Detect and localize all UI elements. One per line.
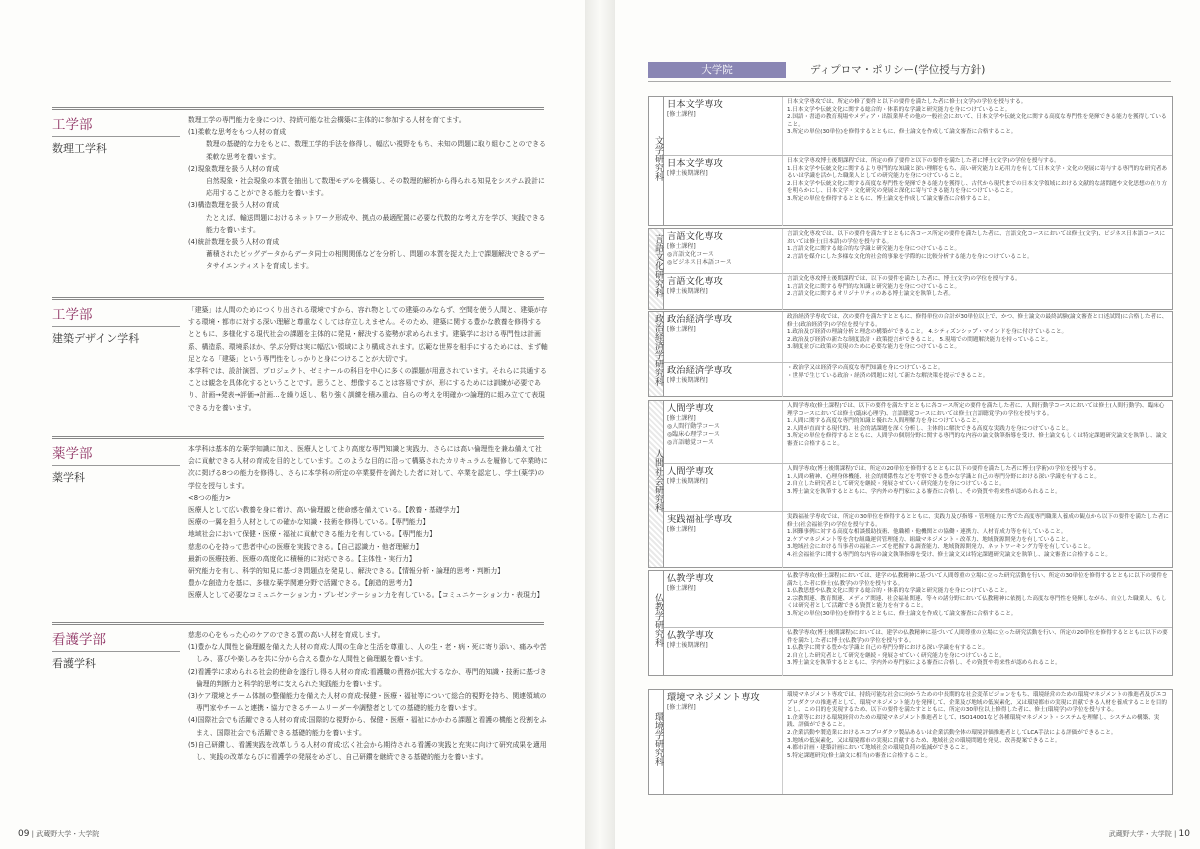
policy-line: 数理の基礎的な力をもとに、数理工学的手法を修得し、幅広い視野をもち、未知の問題に取り組むことのできる柔軟な思考を養います。 xyxy=(206,140,546,161)
program-header xyxy=(667,276,775,296)
program-policy-text xyxy=(787,403,1169,449)
policy-line: 本学科では、設計演習、プロジェクト、ゼミナールの科目を中心に多くの課題が用意されています。それらに共通することは観念を具体化するということです。思うこと、想像することは容易ですが、形にするためには訓練が必要であり、計画→発表→評価→計画…を繰り返し、粘り強く訓練を積み重ね、自らの考えを明確かつ論理的に組み立てて表現できる力を養います。 xyxy=(188,367,547,412)
policy-text xyxy=(188,304,548,414)
program-name: 日本文学専攻 xyxy=(667,158,723,169)
course-type: [博士後期課程] xyxy=(667,377,708,384)
policy-line: 2.人間が直面する現代的、社会的諸課題を深く分析し、主体的に解決できる高度な実践力を身につけていること。 xyxy=(787,425,1072,432)
footer-label: 武蔵野大学・大学院 xyxy=(1108,830,1172,838)
program-policy-text xyxy=(787,630,1169,668)
program-name: 政治経済学専攻 xyxy=(667,314,733,325)
policy-line: (5)自己研鑽し、看護実践を改革しうる人材の育成:広く社会から期待される看護の実践と充実に向けて研究成果を適用し、実践の改革ならびに看護学の発展をめざし、自己研鑽を継続できる基礎的能力を養います。 xyxy=(188,740,547,762)
course-option: ◎言語文化コース xyxy=(667,251,714,258)
program-name: 仏教学専攻 xyxy=(667,573,714,584)
column-divider xyxy=(782,512,783,568)
policy-line: 2.言語を媒介にした多様な文化的社会的事象を学際的に比較分析する能力を身につけていること。 xyxy=(787,253,1033,260)
policy-line: 日本文学専攻では、所定の修了要件と以下の要件を満たした者に修士(文学)の学位を授与する。 xyxy=(787,99,1027,105)
policy-line: 慈悲の心を持って患者中心の医療を実践できる。【自己認識力・他者理解力】 xyxy=(188,542,423,551)
policy-line: 実践福祉学専攻では、所定の30単位を修得するとともに、実践力及び指導・管理能力に秀でた高度専門職業人養成の観点から以下の要件を満たした者に修士(社会福祉学)の学位を授与する。 xyxy=(787,514,1169,528)
course-type: [修士課程] xyxy=(667,415,696,422)
policy-line: 仏教学専攻(修士課程)においては、建学の仏教精神に基づいて人間尊重の立場に立った研究活動を行い、所定の30単位を修得するとともに以下の要件を満たした者に修士(仏教学)の学位を授与する。 xyxy=(787,573,1168,587)
policy-line: 1.企業等における環境経営のための環境マネジメント推進者として、ISO14001など各種環境マネジメント・システムを理解し、システムの構築、実践、評価ができること。 xyxy=(787,714,1160,729)
policy-text xyxy=(188,629,548,763)
program-header xyxy=(667,314,775,334)
program-name: 仏教学専攻 xyxy=(667,630,714,641)
policy-line: (3)構造数理を扱う人材の育成 xyxy=(188,201,280,210)
faculty-section xyxy=(52,622,547,819)
graduate-school-group xyxy=(648,228,1173,310)
faculty-section xyxy=(52,436,548,618)
program-policy-text xyxy=(787,573,1169,619)
page-gutter xyxy=(585,0,615,849)
policy-line: 言語文化専攻では、以下の要件を満たすとともに各コース所定の要件を満たした者に、言語文化コースにおいては修士(文学)、ビジネス日本語コースにおいては修士(日本語)の学位を授与する。 xyxy=(787,231,1166,245)
group-label-text: 仏教学研究科 xyxy=(653,593,663,647)
policy-line: 1.人間の精神、心理身体機能、社会的関係性などを考察できる豊かな学識と自己の専門分野における深い学識を有すること。 xyxy=(787,473,1100,480)
department-name: 建築デザイン学科 xyxy=(52,326,180,347)
group-label-text: 人間社会研究科 xyxy=(653,449,663,512)
faculty-title: 工学部 xyxy=(52,117,93,133)
faculty-title: 薬学部 xyxy=(52,446,93,462)
program-policy-text xyxy=(787,231,1169,261)
policy-line: 人間学専攻(博士後期課程)では、所定の20単位を修得するとともに以下の要件を満たした者に博士(学術)の学位を授与する。 xyxy=(787,466,1100,472)
group-label xyxy=(649,690,664,794)
program-name: 日本文学専攻 xyxy=(667,99,723,110)
policy-line: ・世界で生じている政治・経済の問題に対して新たな解決策を提示できること。 xyxy=(787,372,989,379)
column-divider xyxy=(782,156,783,226)
faculty-section xyxy=(52,107,544,294)
policy-line: たとえば、輸送問題におけるネットワーク形成や、拠点の最適配置に必要な代数的な考え方を学び、実践できる能力を養います。 xyxy=(206,213,546,234)
graduate-school-group xyxy=(648,311,1173,397)
graduate-school-group xyxy=(648,689,1173,795)
program-name: 環境マネジメント専攻 xyxy=(667,692,760,703)
course-type: [博士後期課程] xyxy=(667,288,708,295)
policy-line: 3.所定の単位を修得するとともに、人間学の個別分野に関する専門的な内容の論文執筆指導を受け、修士論文もしくは特定課題研究論文を執筆し、論文審査に合格すること。 xyxy=(787,433,1167,447)
footer-separator: | xyxy=(29,830,37,838)
program-header xyxy=(667,573,775,593)
policy-line: 日本文学専攻博士後期課程では、所定の修了要件と以下の要件を満たした者に博士(文学)の学位を授与する。 xyxy=(787,158,1060,164)
graduate-school-tab: 大学院 xyxy=(648,62,786,78)
policy-line: ・政治学又は経済学の高度な専門知識を身につけていること。 xyxy=(787,365,944,371)
right-page xyxy=(615,0,1200,849)
program-header xyxy=(667,365,775,385)
policy-line: 4.社会福祉学に関する専門的な内容の論文執筆指導を受け、修士論文又は特定課題研究論文を執筆し、論文審査に合格すること。 xyxy=(787,551,1111,558)
policy-line: 1.言語文化に関する専門的な知識と研究能力を身につけていること。 xyxy=(787,283,961,290)
program-name: 言語文化専攻 xyxy=(667,231,723,242)
program-policy-text xyxy=(787,99,1169,137)
policy-line: 慈悲の心をもった心のケアのできる質の高い人材を育成します。 xyxy=(188,631,385,639)
group-label-text: 言語文化研究科 xyxy=(653,234,663,297)
policy-line: 3.所定の単位(30単位)を修得するとともに、修士論文を作成して論文審査に合格すること。 xyxy=(787,610,1017,617)
title-rule xyxy=(648,81,1171,82)
policy-line: 自然現象・社会現象の本質を抽出して数理モデルを構築し、その数理的解析から得られる知見をシステム設計に応用することができる能力を養います。 xyxy=(206,177,545,198)
course-type: [修士課程] xyxy=(667,243,696,250)
policy-line: (1)柔軟な思考をもつ人材の育成 xyxy=(188,128,286,137)
program-row xyxy=(664,571,1172,627)
policy-line: (4)国際社会でも活躍できる人材の育成:国際的な視野から、保健・医療・福祉にかかわる課題と看護の機能と役割をふまえ、国際社会でも活躍できる基礎的能力を養います。 xyxy=(188,716,547,737)
column-divider xyxy=(782,229,783,273)
policy-line: 5.特定課題研究(修士論文に相当)の審査に合格すること。 xyxy=(787,752,931,759)
policy-line: 豊かな創造力を基に、多様な薬学関連分野で活躍できる。【創造的思考力】 xyxy=(188,579,416,588)
policy-line: 環境マネジメント専攻では、持続可能な社会に向かうための中長期的な社会変革ビジョンをもち、環境経営のための環境マネジメントの推進者及びエコプロダクツの推進者として、環境マネジメント能力を発揮して、企業及び地域の低炭素化、又は環境都市の実現に貢献できる人材を養成することを目的とし、この目的を実現するため、以下の要件を満たすとともに、所定の30単位以上修得した者に、修士(環境学)の学位を授与する。 xyxy=(787,692,1167,714)
department-name: 数理工学科 xyxy=(52,136,180,157)
policy-line: 医療人として必要なコミュニケーション力・プレゼンテーション力を有している。【コミュニケーション力・表現力】 xyxy=(188,591,544,600)
group-label-text: 文学研究科 xyxy=(653,136,663,181)
program-name: 人間学専攻 xyxy=(667,466,714,477)
column-divider xyxy=(782,401,783,463)
graduate-school-group xyxy=(648,400,1173,568)
policy-line: 2.日本文学や伝統文化に関する高度な専門性を発揮できる能力を獲得し、古代から現代までの日本文学領域における文献的な諸問題や文化思想の在り方を明らかにし、日本文学・文化研究の発展と深化に寄与できる能力を身につけていること。 xyxy=(787,180,1168,195)
policy-line: 2.国語・書道の教育現場やメディア・出版業界その他の一般社会において、日本文学や伝統文化に関する高度な専門性を発揮できる能力を獲得していること。 xyxy=(787,114,1167,128)
program-row xyxy=(664,627,1172,676)
page-number: 10 xyxy=(1178,829,1190,839)
policy-line: (2)看護学に求められる社会的使命を遂行し得る人材の育成:看護職の責務が拡大するなか、専門的知識・技術に基づき倫理的判断力と科学的思考に支えられた実践能力を養います。 xyxy=(188,667,547,688)
policy-line: 蓄積されたビッグデータからデータ同士の相関関係などを分析し、問題の本質を捉えた上で課題解決できるデータサイエンティストを育成します。 xyxy=(206,250,546,271)
course-option: ◎人間行動学コース xyxy=(667,423,720,430)
policy-line: 1.困難事例に対する高度な相談援助技術、他職種・他機関との協働・連携力、人材育成力等を有していること。 xyxy=(787,529,1067,536)
footer-label: 武蔵野大学・大学院 xyxy=(36,830,100,838)
footer-left xyxy=(18,829,99,839)
policy-line: 仏教学専攻(博士後期課程)においては、建学の仏教精神に基づいて人間尊重の立場に立った研究活動を行い、所定の20単位を修得するとともに以下の要件を満たした者に博士(仏教学)の学位を授与する。 xyxy=(787,630,1168,644)
program-row xyxy=(664,273,1172,310)
course-type: [修士課程] xyxy=(667,326,696,333)
program-row xyxy=(664,401,1172,463)
program-policy-text xyxy=(787,466,1169,496)
policy-line: 最新の医療技術、医療の高度化に積極的に対応できる。【主体性・実行力】 xyxy=(188,554,416,563)
policy-line: 人間学専攻(修士課程)では、以下の要件を満たすとともに各コース所定の要件を満たした者に、人間行動学コースにおいては修士(人間行動学)、臨床心理学コースにおいては修士(臨床心理学)、言語聴覚コースにおいては修士(言語聴覚学)の学位を授与する。 xyxy=(787,403,1165,417)
program-row xyxy=(664,511,1172,568)
group-label xyxy=(649,571,664,675)
policy-line: 医療の一翼を担う人材としての確かな知識・技術を修得している。【専門能力】 xyxy=(188,518,430,527)
policy-line: 1.日本文学や伝統文化に関する総合的・体系的な学識と研究能力を身につけていること。 xyxy=(787,106,1011,113)
column-divider xyxy=(782,690,783,794)
program-row xyxy=(664,97,1172,155)
policy-line: 3.博士論文を執筆するとともに、学内外の専門家による審査に合格し、その資質や将来性が認められること。 xyxy=(787,660,1061,667)
program-header xyxy=(667,692,775,712)
department-name: 薬学科 xyxy=(52,465,180,486)
program-policy-text xyxy=(787,692,1169,760)
program-row xyxy=(664,362,1172,397)
diploma-policy-title: ディプロマ・ポリシー(学位授与方針) xyxy=(810,64,986,76)
policy-line: (2)現象数理を扱う人材の育成 xyxy=(188,164,280,173)
course-type: [修士課程] xyxy=(667,526,696,533)
policy-line: 地域社会において保健・医療・福祉に貢献できる能力を有している。【専門能力】 xyxy=(188,530,437,539)
program-row xyxy=(664,690,1172,794)
course-type: [修士課程] xyxy=(667,585,696,592)
program-row xyxy=(664,155,1172,226)
faculty-names xyxy=(52,116,180,157)
policy-line: 1.人間に関する高度な専門的知識と優れた人間理解力を身につけていること。 xyxy=(787,418,983,425)
program-policy-text xyxy=(787,158,1169,204)
policy-line: 1.日本文学や伝統文化に関するより専門的な知識と深い理解をもち、高い研究能力と応用力を有して日本文学・文化の発展に寄与する専門的な研究者あるいは学識を活かした職業人としての研究能力を身につけていること。 xyxy=(787,165,1168,180)
program-name: 政治経済学専攻 xyxy=(667,365,733,376)
policy-line: 研究能力を有し、科学的知見に基づき問題点を発見し、解決できる。【情報分析・論理的思考・判断力】 xyxy=(188,567,505,576)
policy-line: 3.地域社会における当事者の福祉ニーズを把握する調査能力、地域資源開発力、ネットワーキング力等を有していること。 xyxy=(787,544,1094,551)
policy-line: 1.言語文化に関する総合的な学識と研究能力を身につけていること。 xyxy=(787,246,961,253)
policy-line: 本学科は基本的な薬学知識に加え、医療人としてより高度な専門知識と実践力、さらには高い倫理性を兼ね備えて社会に貢献できる人材の育成を目的としています。このような目的に沿って構築されたカリキュラムを履修して卒業時に次に掲げる8つの能力を修得し、さらに本学科の所定の卒業要件を満たした者に対して、卒業を認定し、学士(薬学)の学位を授与します。 xyxy=(188,445,548,490)
policy-line: 3.地域の低炭素化、又は環境都市の実現に貢献するため、地域社会の環境問題を発見、改善提案できること。 xyxy=(787,737,1061,744)
group-label xyxy=(649,97,664,225)
policy-text xyxy=(188,114,548,273)
policy-line: (3)ケア環境とチーム体制の整備能力を備えた人材の育成:保健・医療・福祉等について総合的視野を持ち、関連領域の専門家やチームと連携・協力できるチームリーダーや調整者としての基礎的能力を養います。 xyxy=(188,692,547,713)
column-divider xyxy=(782,571,783,627)
program-policy-text xyxy=(787,314,1169,352)
policy-line: 2.宗教関連、教育関連、メディア関連、社会福祉関連、等々の諸分野において仏教精神に依拠した高度な専門性を発揮しながら、自立した職業人、もしくは研究者として活躍できる資質と能力を有すること。 xyxy=(787,595,1167,610)
policy-line: 3.所定の単位を修得するとともに、博士論文を作成して論文審査に合格すること。 xyxy=(787,195,994,202)
column-divider xyxy=(782,628,783,676)
program-name: 言語文化専攻 xyxy=(667,276,723,287)
policy-text xyxy=(188,443,548,602)
page-number: 09 xyxy=(18,829,30,839)
program-policy-text xyxy=(787,365,1169,380)
policy-line: 1.仏教学に関する豊かな学識と自己の専門分野における深い学識を有すること。 xyxy=(787,645,989,652)
course-type: [博士後期課程] xyxy=(667,478,708,485)
program-name: 実践福祉学専攻 xyxy=(667,514,733,525)
group-label xyxy=(649,229,664,309)
policy-line: 2.政治及び経済の新たな制度設計・政策提言ができること。 5.現場での問題解決能力を持っていること。 xyxy=(787,336,1052,343)
policy-line: 「建築」は人間のためにつくり出される環境ですから、容れ物としての建築のみならず、空間を使う人間と、建築が存する環境・都市に対する深い理解と尊重なくしては存立しえません。そのため、建築に関する豊かな教養を修得するとともに、多様化する現代社会の課題を主体的に発見・解決する姿勢が求められます。建築学における専門性は計画系、構造系、環境系ほか、学ぶ分野は実に幅広い領域により構成されます。広範な世界を相手にするためには、まず軸足となる「建築」という専門性をしっかりと身につけることが大切です。 xyxy=(188,306,548,363)
policy-line: 1.政治及び経済の理論分析と理念の構築ができること。 4.シティズンシップ・マインドを身に付けていること。 xyxy=(787,329,1068,336)
policy-line: (1)豊かな人間性と倫理観を備えた人材の育成:人間の生命と生活を尊重し、人の生・老・病・死に寄り添い、痛みや苦しみ、喜びや楽しみを共に分から合える豊かな人間性と倫理観を養います。 xyxy=(188,643,547,664)
program-header xyxy=(667,630,775,650)
program-row xyxy=(664,463,1172,512)
faculty-names xyxy=(52,306,180,347)
policy-line: 3.所定の単位(30単位)を修得するとともに、修士論文を作成して論文審査に合格すること。 xyxy=(787,129,1017,136)
course-type: [博士後期課程] xyxy=(667,170,708,177)
policy-line: <8つの能力> xyxy=(188,493,231,502)
faculty-names xyxy=(52,445,180,486)
column-divider xyxy=(782,312,783,362)
footer-right xyxy=(1109,829,1190,839)
program-header xyxy=(667,466,775,486)
policy-line: 2.言語文化に関するオリジナリティのある博士論文を執筆した者。 xyxy=(787,291,954,298)
group-label-text: 環境学研究科 xyxy=(653,712,663,766)
course-type: [博士後期課程] xyxy=(667,642,708,649)
program-policy-text xyxy=(787,276,1169,299)
faculty-title: 看護学部 xyxy=(52,632,106,648)
faculty-title: 工学部 xyxy=(52,307,93,323)
left-page xyxy=(0,0,585,849)
program-header xyxy=(667,158,775,178)
policy-line: 2.ケアマネジメント等を含む組織運営管理能力、組織マネジメント・改革力、地域資源開発力を有していること。 xyxy=(787,536,1072,543)
policy-line: 医療人として広い教養を身に着け、高い倫理観と使命感を備えている。【教養・基礎学力】 xyxy=(188,506,463,515)
faculty-names xyxy=(52,631,180,672)
program-row xyxy=(664,229,1172,273)
group-label xyxy=(649,312,664,396)
course-option: ◎言語聴覚コース xyxy=(667,439,714,446)
program-header xyxy=(667,514,775,534)
column-divider xyxy=(782,363,783,397)
policy-line: (4)統計数理を扱う人材の育成 xyxy=(188,238,280,247)
policy-line: 数理工学の専門能力を身につけ、持続可能な社会構築に主体的に参加する人材を育てます。 xyxy=(188,116,466,124)
graduate-school-group xyxy=(648,570,1173,676)
footer-separator: | xyxy=(1171,830,1179,838)
policy-line: 3.制度並びに政策の実現のために必要な能力を身につけていること。 xyxy=(787,344,961,351)
course-type: [修士課程] xyxy=(667,111,696,118)
program-policy-text xyxy=(787,514,1169,560)
column-divider xyxy=(782,464,783,512)
policy-line: 4.都市計画・建築計画において地域社会の環境負荷の低減ができること。 xyxy=(787,745,972,752)
program-row xyxy=(664,312,1172,362)
course-option: ◎ビジネス日本語コース xyxy=(667,259,732,266)
program-header xyxy=(667,231,775,267)
course-type: [修士課程] xyxy=(667,704,696,711)
program-header xyxy=(667,403,775,447)
policy-line: 3.博士論文を執筆するとともに、学内外の専門家による審査に合格し、その資質や将来性が認められること。 xyxy=(787,488,1061,495)
policy-line: 2.自立した研究者として研究を継続・発展させていく研究能力を身につけていること。 xyxy=(787,652,1005,659)
program-header xyxy=(667,99,775,119)
faculty-section xyxy=(52,297,548,434)
program-name: 人間学専攻 xyxy=(667,403,714,414)
group-label-text: 政治経済学研究科 xyxy=(653,314,663,386)
graduate-school-group xyxy=(648,96,1173,226)
policy-line: 1.仏教思想や仏教文化に関する総合的・体系的な学識と研究能力を身につけていること。 xyxy=(787,588,1011,595)
column-divider xyxy=(782,274,783,310)
column-divider xyxy=(782,97,783,155)
policy-line: 言語文化専攻博士後期課程では、以下の要件を満たした者に、博士(文学)の学位を授与する。 xyxy=(787,276,1021,282)
group-label xyxy=(649,401,664,567)
policy-line: 2.自立した研究者として研究を継続・発展させていく研究能力を身につけていること。 xyxy=(787,481,1005,488)
department-name: 看護学科 xyxy=(52,651,180,672)
policy-line: 政治経済学専攻では、次の要件を満たすとともに、修得単位の合計が30単位以上で、かつ、修士論文の最終試験(論文審査と口述試問)に合格した者に、修士(政治経済学)の学位を授与する。 xyxy=(787,314,1168,328)
course-option: ◎臨床心理学コース xyxy=(667,431,720,438)
policy-line: 2.企業活動や製造業におけるエコプロダクツ製品あるいは企業活動全体の環境評価推進者としてLCA手法による評価ができること。 xyxy=(787,729,1117,736)
